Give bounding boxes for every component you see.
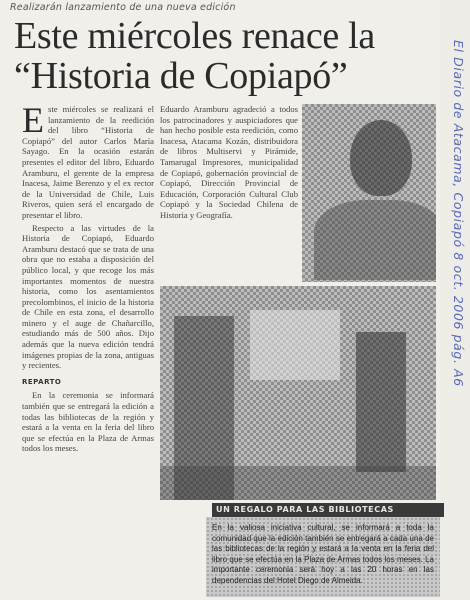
paragraph-4: Eduardo Aramburu agradeció a todos los patrocinadores y auspiciadores que han hecho posible esta reedición, como Inacesa, Atacama Kozán, distribuidora de libros Multiservi y Pirámide, Tamarugal Impresores, municipalidad de Copiapó, gobernación provincial de Copiapó, Dirección Provincial de Educación, Corporación Cultural Club Copiapó y la Sociedad Chilena de Historia y Geografía. <box>160 104 298 220</box>
room-door-shape <box>356 332 406 472</box>
headline-line-1: Este miércoles renace la <box>14 15 375 57</box>
portrait-body-shape <box>314 200 436 280</box>
article-headline <box>14 16 434 96</box>
portrait-photo <box>302 104 436 282</box>
article-column-2 <box>160 104 298 223</box>
room-floor-shape <box>160 466 436 500</box>
paragraph-3: En la ceremonia se informará también que se entregará la edición a todas las bibliotecas de la región y estará a la venta en la feria del libro que se efectúa en la Plaza de Armas todos los meses. <box>22 390 154 454</box>
portrait-head-shape <box>350 120 412 196</box>
headline-line-2: “Historia de Copiapó” <box>14 55 348 97</box>
sidebar-box <box>206 517 440 597</box>
room-window-shape <box>250 310 340 380</box>
paragraph-2: Respecto a las virtudes de la Historia de Copiapó, Eduardo Aramburu destacó que se trata de una obra que no estaba a disposición del público local, y que recoge los más importantes momentos de nuestra historia, como los asentamientos precolombinos, el inicio de la historia de Chile en esta zona, el desarrollo minero y el auge de Chañarcillo, estudiando más de 500 años. Dijo además que la nueva edición tendrá imágenes propias de la zona, antiguas y recientes. <box>22 222 154 371</box>
drop-cap: E <box>22 100 44 140</box>
sidebar-box-text: En la valiosa iniciativa cultural, se informará a toda la comunidad que la edición también se entregará a cada una de las bibliotecas de la región y estará a la venta en la feria del libro que se efectúa en la Plaza de Armas todos los meses. La importante ceremonia será hoy a las 20 horas en las dependencias del Hotel Diego de Almeida. <box>212 523 434 585</box>
article-kicker: Realizarán lanzamiento de una nueva edición <box>10 2 236 13</box>
interior-photo <box>160 286 436 500</box>
section-subhead: REPARTO <box>22 377 62 386</box>
article-column-1 <box>22 100 154 456</box>
sidebar-box-title: UN REGALO PARA LAS BIBLIOTECAS <box>212 503 444 517</box>
handwritten-source-note: El Diario de Atacama, Copiapó 8 oct. 2006 pág. A6 <box>451 40 466 387</box>
paragraph-1-text: ste miércoles se realizará el lanzamiento de la reedición del libro “Historia de Copiapó” del autor Carlos María Sayago. En la ocasión estarán presentes el editor del libro, Eduardo Aramburu, el gerente de la empresa Inacesa, Jaime Berenzo y el ex rector de la Universidad de Chile, Luis Riveros, quien será el encargado de presentar el libro. <box>22 104 154 220</box>
paragraph-1 <box>22 100 154 221</box>
